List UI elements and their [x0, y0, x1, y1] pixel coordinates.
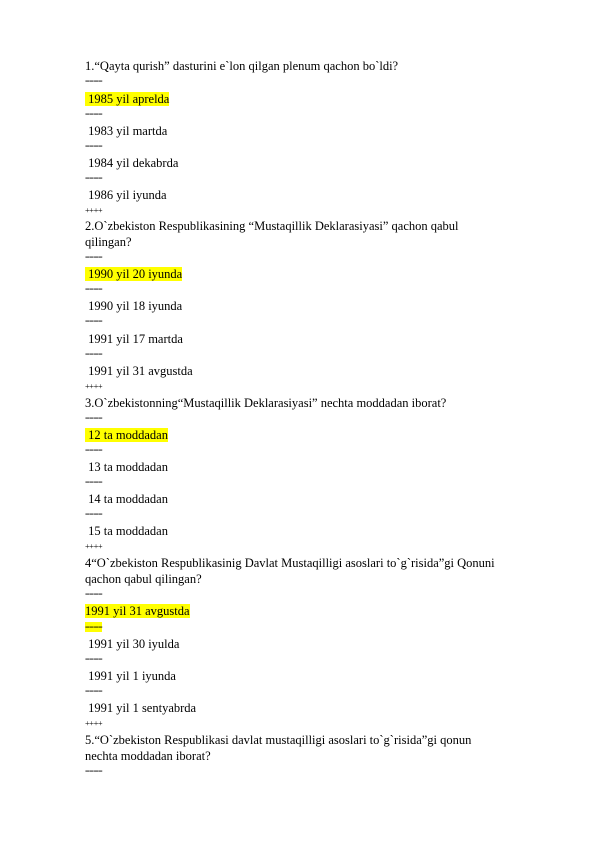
answer-separator: ==== [85, 252, 103, 262]
question-2-answer-3: 1991 yil 17 martda [85, 332, 183, 346]
answer-separator: ==== [85, 445, 103, 455]
question-1-answer-4: 1986 yil iyunda [85, 188, 167, 202]
answer-separator: ==== [85, 284, 103, 294]
answer-separator: ==== [85, 316, 103, 326]
question-separator: ++++ [85, 718, 103, 728]
question-1-answer-2: 1983 yil martda [85, 124, 168, 138]
question-3-answer-1 [85, 427, 168, 443]
answer-separator: ==== [85, 76, 103, 86]
answer-separator: ==== [85, 477, 103, 487]
question-4-text-line-1: 4“O`zbekiston Respublikasinig Davlat Mustaqilligi asoslari to`g`risida”gi Qonuni [85, 556, 495, 570]
question-4-answer-3: 1991 yil 1 iyunda [85, 669, 176, 683]
question-5-text-line-1: 5.“O`zbekiston Respublikasi davlat mustaqilligi asoslari to`g`risida”gi qonun [85, 733, 472, 747]
answer-separator: ==== [85, 654, 103, 664]
correct-answer-highlight: 1991 yil 31 avgustda [85, 604, 190, 618]
question-2-answer-1 [85, 266, 182, 282]
question-4-text-line-2: qachon qabul qilingan? [85, 572, 202, 586]
question-3-text: 3.O`zbekistonning“Mustaqillik Deklarasiyasi” nechta moddadan iborat? [85, 396, 447, 410]
question-3-answer-4: 15 ta moddadan [85, 524, 168, 538]
question-1-answer-1 [85, 91, 169, 107]
answer-separator: ==== [85, 141, 103, 151]
question-1-answer-3: 1984 yil dekabrda [85, 156, 179, 170]
correct-answer-highlight: 12 ta moddadan [85, 428, 168, 442]
question-2-text-line-1: 2.O`zbekiston Respublikasining “Mustaqillik Deklarasiyasi” qachon qabul [85, 219, 459, 233]
question-separator: ++++ [85, 541, 103, 551]
answer-separator: ==== [85, 509, 103, 519]
answer-separator: ==== [85, 173, 103, 183]
answer-separator: ==== [85, 686, 103, 696]
answer-separator: ==== [85, 349, 103, 359]
question-2-answer-2: 1990 yil 18 iyunda [85, 299, 183, 313]
correct-answer-highlight: 1985 yil aprelda [85, 92, 170, 106]
correct-answer-highlight: 1990 yil 20 iyunda [85, 267, 183, 281]
question-3-answer-3: 14 ta moddadan [85, 492, 168, 506]
question-3-answer-2: 13 ta moddadan [85, 460, 168, 474]
question-separator: ++++ [85, 205, 103, 215]
question-4-answer-4: 1991 yil 1 sentyabrda [85, 701, 197, 715]
question-4-answer-2: 1991 yil 30 iyulda [85, 637, 180, 651]
question-separator: ++++ [85, 381, 103, 391]
answer-separator [85, 622, 102, 632]
question-4-answer-1 [85, 603, 190, 619]
question-2-text-line-2: qilingan? [85, 235, 132, 249]
answer-separator: ==== [85, 766, 103, 776]
answer-separator: ==== [85, 109, 103, 119]
answer-separator: ==== [85, 413, 103, 423]
highlighted-separator: ==== [85, 622, 103, 632]
question-5-text-line-2: nechta moddadan iborat? [85, 749, 211, 763]
question-1-text: 1.“Qayta qurish” dasturini e`lon qilgan plenum qachon bo`ldi? [85, 59, 399, 73]
answer-separator: ==== [85, 589, 103, 599]
question-2-answer-4: 1991 yil 31 avgustda [85, 364, 193, 378]
